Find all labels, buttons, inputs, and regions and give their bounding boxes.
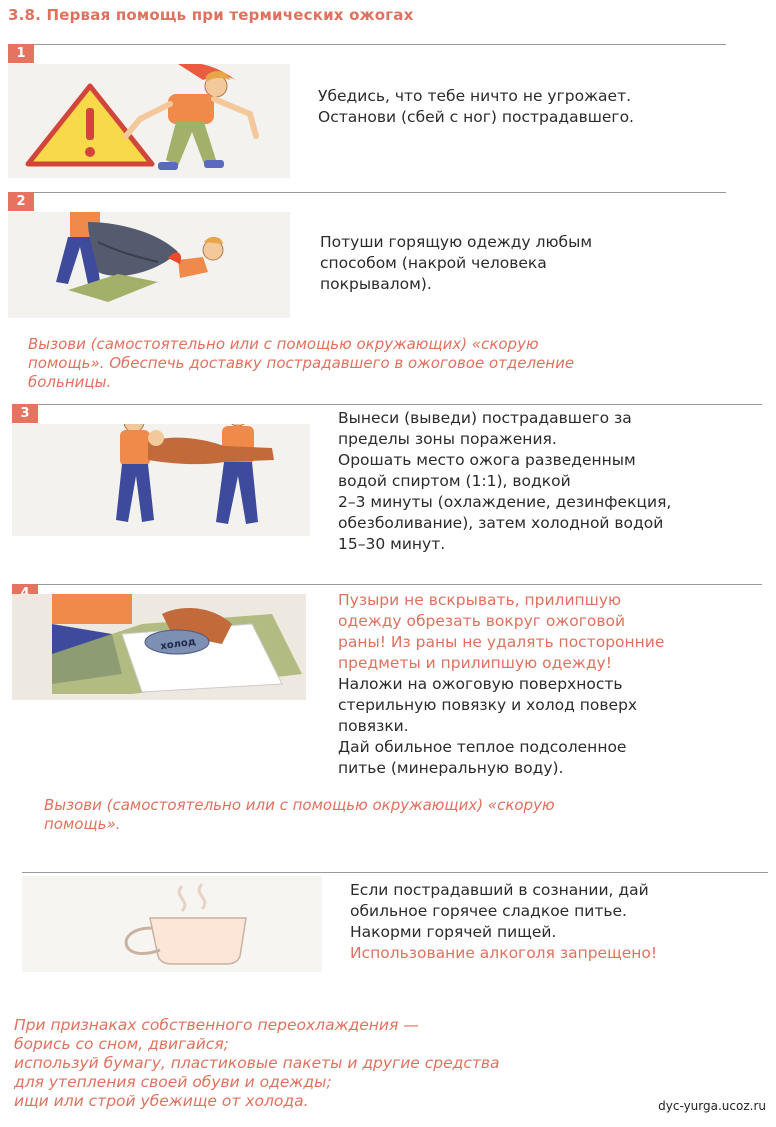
watermark: dyc-yurga.ucoz.ru [658, 1099, 766, 1113]
step-1-text: Убедись, что тебе ничто не угрожает. Останови (сбей с ног) пострадавшего. [318, 87, 634, 126]
step-4-text: Пузыри не вскрывать, прилипшую одежду обрезать вокруг ожоговой раны! Из раны не удалять посторонние предметы и прилипшую одежду! Наложи на ожоговую поверхность стерильную повязку и холод поверх повязки. Дай обильное теплое подсоленное питье (минеральную воду). [338, 591, 665, 777]
divider [22, 872, 768, 873]
page-title: 3.8. Первая помощь при термических ожогах [8, 6, 414, 24]
divider [12, 404, 762, 405]
illustration-hot-drink [22, 876, 322, 972]
step-number-badge: 1 [8, 44, 34, 63]
illustration-step-1 [8, 64, 290, 178]
hypothermia-note: При признаках собственного переохлаждения — борись со сном, двигайся; используй бумагу, пластиковые пакеты и другие средства для утепления своей обуви и одежды; ищи или строй убежище от холода. [14, 1016, 500, 1110]
illustration-step-4 [12, 594, 306, 700]
cold-pack-label: холод [159, 636, 197, 653]
cup-icon [150, 918, 246, 964]
illustration-step-2 [8, 212, 290, 318]
step-number-badge: 2 [8, 192, 34, 211]
divider [8, 44, 726, 45]
step-number-badge: 3 [12, 404, 38, 423]
call-ambulance-note: Вызови (самостоятельно или с помощью окружающих) «скорую помощь». [44, 796, 555, 833]
divider [12, 584, 762, 585]
call-ambulance-note: Вызови (самостоятельно или с помощью окружающих) «скорую помощь». Обеспечь доставку пострадавшего в ожоговое отделение больницы. [28, 335, 575, 391]
step-5-text: Если пострадавший в сознании, дай обильное горячее сладкое питье. Накорми горячей пищей. Использование алкоголя запрещено! [350, 881, 658, 962]
step-3-text: Вынеси (выведи) пострадавшего за пределы зоны поражения. Орошать место ожога разведенным водой спиртом (1:1), водкой 2–3 минуты (охлаждение, дезинфекция, обезболивание), затем холодной водой 15–30 минут. [338, 409, 672, 553]
divider [8, 192, 726, 193]
illustration-step-3 [12, 424, 310, 536]
step-2-text: Потуши горящую одежду любым способом (накрой человека покрывалом). [320, 233, 593, 293]
